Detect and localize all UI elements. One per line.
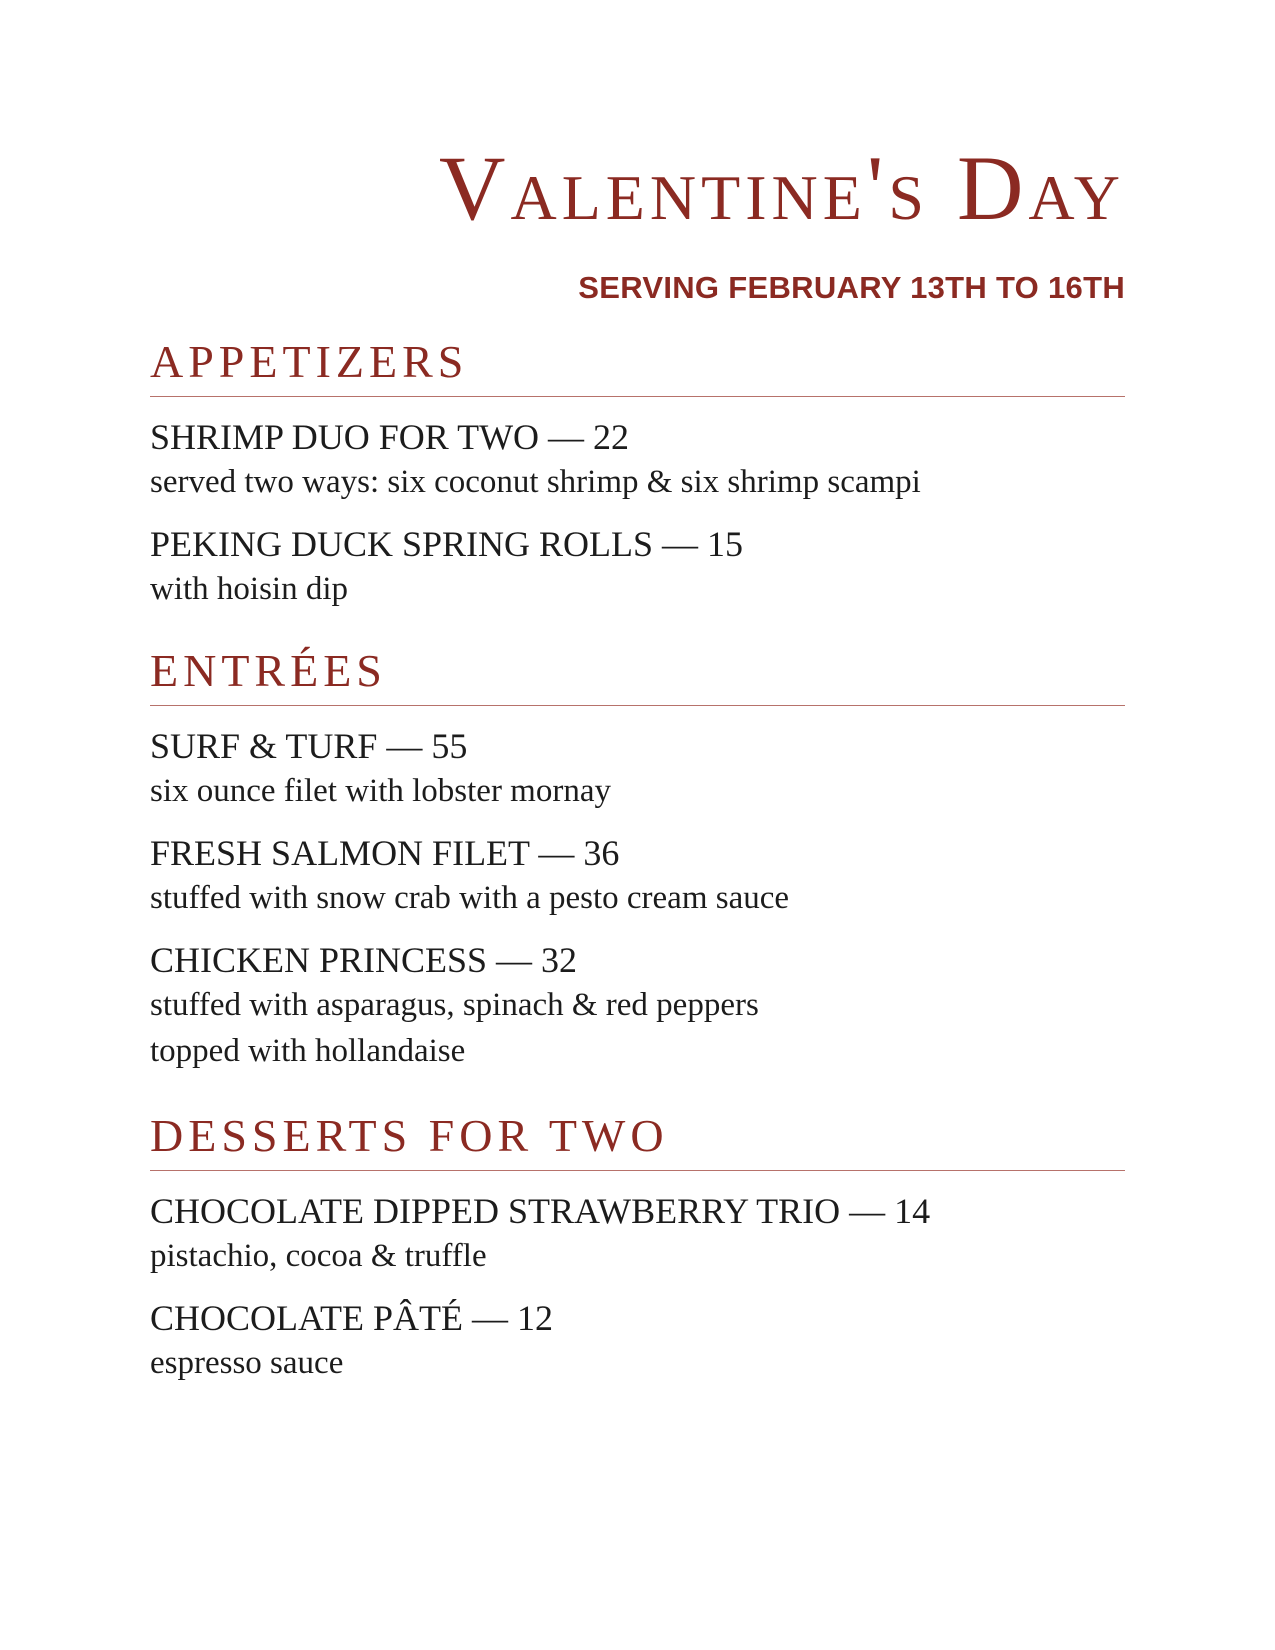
menu-item-description-line: pistachio, cocoa & truffle	[150, 1238, 487, 1274]
menu-subtitle: SERVING FEBRUARY 13TH TO 16TH	[578, 270, 1125, 305]
menu-item-name: CHOCOLATE PÂTÉ — 12	[150, 1298, 553, 1338]
section-divider	[150, 705, 1125, 706]
menu-item-name: PEKING DUCK SPRING ROLLS — 15	[150, 524, 744, 564]
menu-item	[150, 724, 1125, 814]
menu-item	[150, 1296, 1125, 1386]
menu-title: Valentine's Day	[439, 137, 1125, 239]
menu-item-description-line: stuffed with snow crab with a pesto cream sauce	[150, 880, 790, 916]
menu-item	[150, 938, 1125, 1074]
menu-item-description	[150, 875, 1125, 921]
menu-item	[150, 415, 1125, 505]
menu-item-name: SURF & TURF — 55	[150, 726, 468, 766]
menu-item-name: SHRIMP DUO FOR TWO — 22	[150, 417, 630, 457]
menu-item-description-line: with hoisin dip	[150, 571, 349, 607]
menu-item-description-line: six ounce filet with lobster mornay	[150, 773, 611, 809]
section-heading: ENTRÉES	[150, 645, 387, 696]
section-heading: APPETIZERS	[150, 336, 469, 387]
section-divider	[150, 396, 1125, 397]
menu-item-description-line: stuffed with asparagus, spinach & red peppers	[150, 987, 759, 1023]
menu-item-name: CHICKEN PRINCESS — 32	[150, 940, 578, 980]
section-appetizers	[150, 334, 1125, 629]
menu-page	[150, 0, 1125, 1650]
menu-item-description-line: topped with hollandaise	[150, 1033, 466, 1069]
menu-item-description	[150, 1340, 1125, 1386]
menu-item	[150, 1189, 1125, 1279]
menu-item-description	[150, 459, 1125, 505]
menu-item-description	[150, 768, 1125, 814]
menu-item	[150, 522, 1125, 612]
menu-item-description	[150, 982, 1125, 1074]
section-desserts	[150, 1108, 1125, 1403]
menu-item-description-line: espresso sauce	[150, 1345, 344, 1381]
section-entrees	[150, 643, 1125, 1091]
section-heading: DESSERTS FOR TWO	[150, 1110, 669, 1161]
section-divider	[150, 1170, 1125, 1171]
menu-item-description-line: served two ways: six coconut shrimp & six shrimp scampi	[150, 464, 921, 500]
menu-item-description	[150, 566, 1125, 612]
menu-item-name: FRESH SALMON FILET — 36	[150, 833, 620, 873]
menu-item	[150, 831, 1125, 921]
menu-item-description	[150, 1233, 1125, 1279]
menu-item-name: CHOCOLATE DIPPED STRAWBERRY TRIO — 14	[150, 1191, 931, 1231]
